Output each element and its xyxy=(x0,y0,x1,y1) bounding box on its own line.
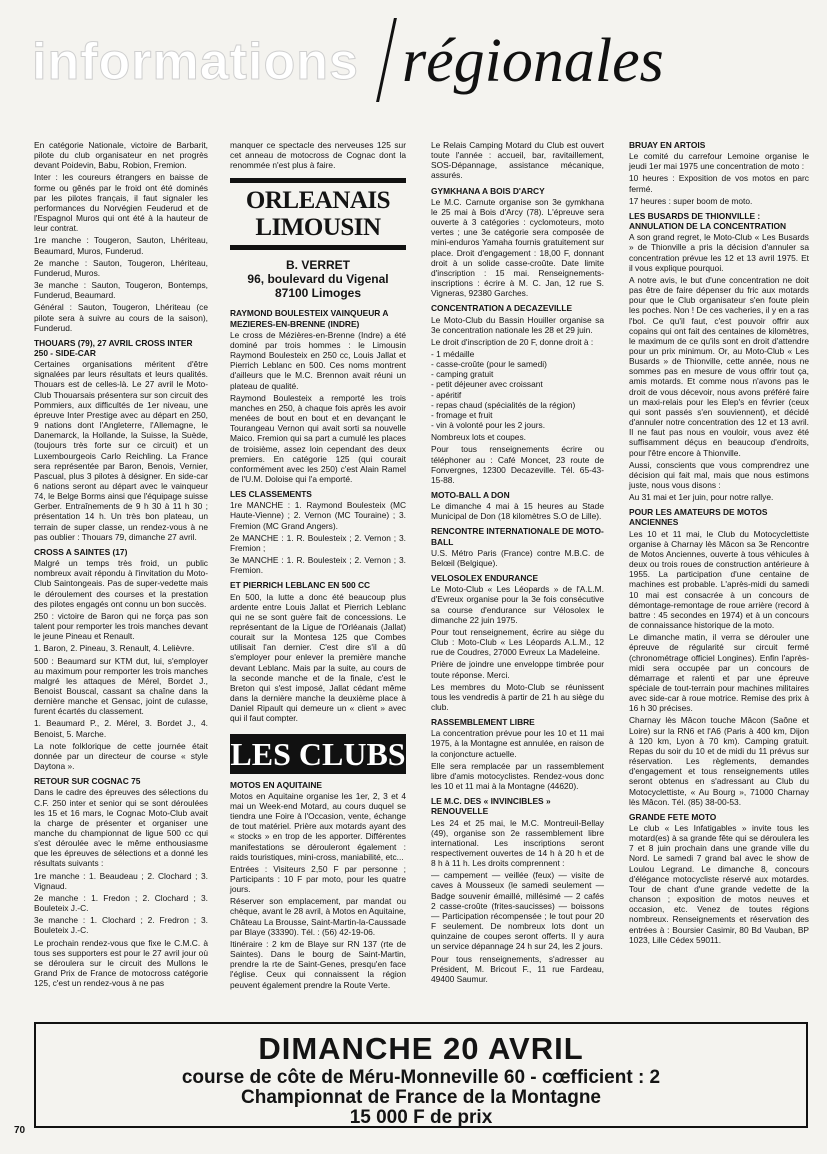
event-banner xyxy=(34,1022,808,1128)
paragraph: Charnay lès Mâcon touche Mâcon (Saône et Loire) sur la RN6 et l'A6 (Paris à 400 km, Dijon à 120 km, Lyon à 70 km). Camping gratuit. Repas du soir du 10 et de midi du 11 prévus sur réservation. Les règlements, demandes d'engagement et tous renseignements utiles seront obtenus en s'adressant au Club du Motocyclettiste, « Au Bourg », 71000 Charnay lès Mâcon. Tél. (85) 38-00-53. xyxy=(629,715,809,807)
paragraph: Les 24 et 25 mai, le M.C. Montreuil-Bellay (49), organise son 2e rassemblement libre international. Les inscriptions seront respectivement ouvertes de 14 h à 20 h et de 8 h à 11 h. Les droits comprennent : xyxy=(431,817,604,869)
paragraph: Les 10 et 11 mai, le Club du Motocyclettiste organise à Charnay lès Mâcon sa 3e Rencontre de Motos Anciennes, ouverte à tous véhicules à deux ou trois roues de construction antérieure à 1955. La participation d'une centaine de machines est probable. L'après-midi du samedi 10 mai est consacrée à un concours de démontage-remontage de roue arrière (record à battre : 45 secondes en 1974) et à un concours de connaissance historique de la moto. xyxy=(629,528,809,631)
article-heading: RETOUR SUR COGNAC 75 xyxy=(34,776,141,787)
paragraph: 1re manche : Tougeron, Sauton, Lhériteau, Beaumard, Muros, Funderud. xyxy=(34,235,208,256)
paragraph: 17 heures : super boom de moto. xyxy=(629,195,753,206)
article-heading: LES CLASSEMENTS xyxy=(230,489,312,500)
paragraph: Pour tout renseignement, écrire au siège du Club : Moto-Club « Les Léopards A.L.M., 12 rue de Coudres, 27000 Evreux La Madeleine. xyxy=(431,626,604,658)
paragraph: 2e manche : 1. Fredon ; 2. Clochard ; 3. Bouleteix J.-C. xyxy=(34,892,208,914)
paragraph: 10 heures : Exposition de vos motos en parc fermé. xyxy=(629,173,809,194)
paragraph: En catégorie Nationale, victoire de Barbarit, pilote du club organisateur en net progrès devant Poidevin, Babu, Robion, Fremion. xyxy=(34,140,208,171)
paragraph: Malgré un temps très froid, un public nombreux avait répondu à l'invitation du Moto-Club Saintongeais. Pas de super-vedette mais le déroulement des courses et la prestation des pilotes engagés ont connu un bon succès. xyxy=(34,558,208,609)
correspondent-address xyxy=(230,258,406,300)
page-number: 70 xyxy=(14,1125,26,1136)
paragraph: Réserver son emplacement, par mandat ou chèque, avant le 28 avril, à Motos en Aquitaine, Château La Brousse, Saint-Martin-la-Caussade par Blaye (33390). Tél. : (56) 42-19-06. xyxy=(230,896,406,937)
column-2 xyxy=(230,140,406,992)
paragraph: Général : Sauton, Tougeron, Lhériteau (ce pilote sera à suivre au cours de la saison), Funderud. xyxy=(34,302,208,333)
paragraph: Le M.C. Carnute organise son 3e gymkhana le 25 mai à Bois d'Arcy (78). L'épreuve sera ouverte à 3 catégories : cyclomoteurs, moto vertes ; une 3e catégorie sera composée de mini-enduros Yamaha fournis gratuitement sur place. Droit d'engagement : 18,00 F, donnant droit à un solide casse-croûte. Date limite d'inscription : 15 mai. Renseignements-inscriptions : écrire à M. C. Jan, 12 rue S. Vigneras, 92380 Garches. xyxy=(431,196,604,299)
paragraph: Inter : les coureurs étrangers en baisse de forme ou gênés par le froid ont été dominés par les pilotes français, il faut signaler les performances du Norvégien Feuderud et de l'Espagnol Muros qui ont été à la hauteur de leur contrat. xyxy=(34,172,208,234)
address-line: 87100 Limoges xyxy=(274,286,362,301)
paragraph: Au 31 mai et 1er juin, pour notre rallye. xyxy=(629,492,774,503)
paragraph: Le club « Les Infatigables » invite tous les motard(es) à sa grande fête qui se déroulera les 7 et 8 juin prochain dans une grande ville du Nord. Le samedi 7 grand bal avec le show de Loulou Legrand. Le dimanche 8, concours d'élégance motocycliste réservé aux motardes. Tour de chant d'une grande vedette de la chanson ; exposition de motos neuves et occasion, etc. Venez de toutes régions nombreux. Renseignements et réservation des entrées à : Boursier Casimir, 80 Bd Vauban, BP 1023, Lille Cédex 59011. xyxy=(629,823,809,945)
paragraph: 1re manche : 1. Beaudeau ; 2. Clochard ; 3. Vignaud. xyxy=(34,870,208,891)
header-title: régionales xyxy=(402,27,664,95)
article-heading: THOUARS (79), 27 AVRIL CROSS INTER 250 - SIDE-CAR xyxy=(34,337,193,358)
paragraph: 3e MANCHE : 1. R. Boulesteix ; 2. Vernon ; 3. Fremion. xyxy=(230,555,406,576)
paragraph: Pour tous renseignements, s'adresser au Président, M. Bricout F., 11 rue Fardeau, 49400 Saumur. xyxy=(431,953,604,984)
paragraph: Certaines organisations méritent d'être signalées par leurs résultats et leurs qualités. Thouars est de celles-là. Le 27 avril le Moto-Club Thouarsais présentera sur son circuit des Pommiers, aux difficultés de 1er niveau, une épreuve Inter Prestige avec au départ en 250, 9 nations dont l'Angleterre, l'Allemagne, le Danemarck, la Hollande, la Suisse, la Suède, (toujours très forte sur ce circuit) et un Luxembourgeois Carlo Reichling. La France sera représentée par Baron, Benois, Vernier, Pascual, plus 3 pilotes à désigner. En side-car 6 nations seront au départ avec le vainqueur 74, le Belge Borms ainsi que l'équipage suisse Gerber. Entraînements de 9 h 30 à 11 h 30 ; présentation 14 h. Un très bon plateau, un terrain de super classe, un rendez-vous à ne pas oublier : Thouars 79, dimanche 27 avril. xyxy=(34,359,208,542)
address-line: 96, boulevard du Vigenal xyxy=(247,272,389,287)
article-heading: ET PIERRICH LEBLANC EN 500 CC xyxy=(230,580,371,591)
paragraph: Le cross de Mézières-en-Brenne (Indre) a été dominé par trois hommes : le Limousin Raymond Boulesteix en 250 cc, Louis Jallat et Pierrich Leblanc en 500. Ces noms montrent d'ailleurs que le M.C. Brennon avait réuni un plateau de qualité. xyxy=(230,329,406,391)
paragraph: Le Moto-Club « Les Léopards » de l'A.L.M. d'Evreux organise pour la 3e fois consécutive sa course d'endurance sur Vélosolex le dimanche 22 juin 1975. xyxy=(431,584,604,625)
article-heading: LE M.C. DES « INVINCIBLES » RENOUVELLE xyxy=(431,796,551,817)
paragraph: Pour tous renseignements écrire ou téléphoner au : Café Moncet, 23 route de Fonvergnes, 12300 Decazeville. Tél. 65-43-15-88. xyxy=(431,444,604,485)
article-heading: BRUAY EN ARTOIS xyxy=(629,140,706,150)
column-1 xyxy=(34,140,208,990)
paragraph: Raymond Boulesteix a remporté les trois manches en 250, à chaque fois après les avoir menées de bout en bout et en devançant le Tourangeau Vernon qui avait sorti sa nouvelle Maico. Fremion qui sa part a cumulé les places de troisième, assez loin cependant des deux premiers. En catégorie 125 (qui courait conformément avec les 250) c'est Alain Ramel de l'U.M. Doloise qui l'a emporté. xyxy=(230,392,406,484)
paragraph: Le comité du carrefour Lemoine organise le jeudi 1er mai 1975 une concentration de moto : xyxy=(629,151,809,172)
paragraph: 3e manche : Sauton, Tougeron, Bontemps, Funderud, Beaumard. xyxy=(34,280,208,301)
header-ghost-text: informations xyxy=(32,33,359,91)
article-heading: VELOSOLEX ENDURANCE xyxy=(431,573,539,584)
paragraph: Itinéraire : 2 km de Blaye sur RN 137 (rte de Saintes). Dans le bourg de Saint-Martin, prendre la rte de Saint-Genes, presqu'en face l'église. Ceux qui connaissent la région peuvent également prendre la Route Verte. xyxy=(230,938,406,990)
paragraph: Le dimanche 4 mai à 15 heures au Stade Municipal de Don (18 kilomètres S.O de Lille). xyxy=(431,501,604,522)
clubs-section-title: LES CLUBS xyxy=(230,735,406,772)
article-heading: RASSEMBLEMENT LIBRE xyxy=(431,717,535,728)
paragraph: 1. Baron, 2. Pineau, 3. Renault, 4. Lelièvre. xyxy=(34,643,195,654)
paragraph: La concentration prévue pour les 10 et 11 mai 1975, à la Montagne est annulée, en raison de la conjoncture actuelle. xyxy=(431,728,604,759)
article-heading: MOTOS EN AQUITAINE xyxy=(230,779,322,790)
paragraph: A notre avis, le but d'une concentration ne doit pas être de faire dépenser du fric aux motards pour que le Club organisateur s'en foute plein les poches. Non ! De ces vacheries, il y en a ras l'bol. Ce qu'il faut, c'est pouvoir offrir aux copains qui ont fait des centaines de kilomètres, le maximum de ce qu'ils sont en droit d'attendre pour un prix minimum. Or, au Moto-Club « Les Busards » de Thionville, cette année, nous ne sommes pas en mesure de vous offrir tout ça, amis motards. Et comme nous n'avons pas le droit de vous décevoir, nous avons préféré faire un maxi-relais pour les Elep's en février (ceux qui sont passés s'en souviennent), et décidé d'annuler notre concentration des 12 et 13 avril. Il ne faut pas nous en vouloir, vous avez été suffisamment déçus en beaucoup d'endroits, pour l'être encore à Thionville. xyxy=(629,274,809,458)
paragraph: 500 : Beaumard sur KTM dut, lui, s'employer au maximum pour remporter les trois manches malgré les attaques de Mérel, Bordet J., Benoist Bouscal, cassant sa chaîne dans la dernière manche et Gensac, joint de culasse, furent écartés du classement. xyxy=(34,655,208,717)
section-header xyxy=(30,10,810,130)
header-slash xyxy=(376,18,397,102)
paragraph: Le dimanche matin, il verra se dérouler une épreuve de régularité sur circuit fermé (chronométrage officiel Longines). Enfin l'après-midi sera occupée par un concours de démarrage et ralenti et par une épreuve spéciale de tout-terrain pour machines militaires avec side-car à roue motrice. Remise des prix à 16 h 30 précises. xyxy=(629,632,809,714)
article-heading: GYMKHANA A BOIS D'ARCY xyxy=(431,185,545,196)
paragraph: 2e manche : Sauton, Tougeron, Lhériteau, Funderud, Muros. xyxy=(34,257,208,278)
paragraph: 1re MANCHE : 1. Raymond Boulesteix (MC Haute-Vienne) ; 2. Vernon (MC Touraine) ; 3. Fremion (MC Grand Angers). xyxy=(230,500,406,531)
paragraph: — campement — veillée (feux) — visite de caves à Mousseux (le samedi seulement — Badge souvenir émaillé, millésimé — 2 cafés 2 casse-croûte (frites-saucisses) — boissons — Participation récompensée ; le tout pour 20 F seulement. De nombreux lots dont un quinzaine de coupes seront offerts. Il y aura un service dépannage 24 h sur 24, les 2 jours. xyxy=(431,870,604,952)
list: - 1 médaille - casse-croûte (pour le samedi) - camping gratuit - petit déjeuner avec croissant - apéritif - repas chaud (spécialités de la région) - fromage et fruit - vin à volonté pour les 2 jours. xyxy=(431,348,576,431)
article-heading: RAYMOND BOULESTEIX VAINQUEUR A MEZIERES-EN-BRENNE (INDRE) xyxy=(230,308,389,329)
region-title: ORLEANAIS LIMOUSIN xyxy=(230,178,406,250)
article-heading: RENCONTRE INTERNATIONALE DE MOTO-BALL xyxy=(431,526,604,547)
paragraph: Les membres du Moto-Club se réunissent tous les vendredis à partir de 21 h au siège du club. xyxy=(431,681,604,712)
paragraph: Le Moto-Club du Bassin Houiller organise sa 3e concentration nationale les 28 et 29 juin. xyxy=(431,314,604,335)
address-line: B. VERRET xyxy=(285,258,350,273)
column-3 xyxy=(431,140,604,986)
article-heading: GRANDE FETE MOTO xyxy=(629,811,717,822)
paragraph: manquer ce spectacle des nerveuses 125 sur cet anneau de motocross de Cognac dont la renommée n'est plus à faire. xyxy=(230,140,406,171)
paragraph: U.S. Métro Paris (France) contre M.B.C. de Belœil (Belgique). xyxy=(431,547,604,568)
article-heading: MOTO-BALL A DON xyxy=(431,490,510,500)
paragraph: La note folklorique de cette journée était donnée par un directeur de course « style Daytona ». xyxy=(34,740,208,772)
paragraph: A son grand regret, le Moto-Club « Les Busards » de Thionville a pris la décision d'annuler sa concentration prévue les 12 et 13 avril 1975. Et il vous explique pourquoi. xyxy=(629,232,809,273)
paragraph: Entrées : Visiteurs 2,50 F par personne ; Participants : 10 F par moto, pour les quatre jours. xyxy=(230,863,406,895)
article-heading: LES BUSARDS DE THIONVILLE : ANNULATION DE LA CONCENTRATION xyxy=(629,210,787,232)
banner-date: DIMANCHE 20 AVRIL xyxy=(258,1031,584,1066)
article-heading: CONCENTRATION A DECAZEVILLE xyxy=(431,303,573,314)
paragraph: Prière de joindre une enveloppe timbrée pour toute réponse. Merci. xyxy=(431,659,604,680)
paragraph: 3e manche : 1. Clochard ; 2. Fredron ; 3. Bouleteix J.-C. xyxy=(34,915,208,936)
paragraph: 2e MANCHE : 1. R. Boulesteix ; 2. Vernon ; 3. Fremion ; xyxy=(230,532,406,553)
banner-prize: 15 000 F de prix xyxy=(349,1107,493,1128)
paragraph: Nombreux lots et coupes. xyxy=(431,432,526,443)
banner-championship: Championnat de France de la Montagne xyxy=(241,1087,601,1108)
paragraph: Le Relais Camping Motard du Club est ouvert toute l'année : accueil, bar, ravitaillement, SOS-Dépannage, assistance mécanique, assurés. xyxy=(431,140,604,181)
article-heading: POUR LES AMATEURS DE MOTOS ANCIENNES xyxy=(629,507,768,528)
paragraph: Le prochain rendez-vous que fixe le C.M.C. à tous ses supporters est pour le 27 avril jour où se déroulera sur le circuit des Mullons le Grand Prix de France de motocross catégorie 125, c'est un rendez-vous à ne pas xyxy=(34,937,208,989)
paragraph: 1. Beaumard P., 2. Mérel, 3. Bordet J., 4. Benoist, 5. Marche. xyxy=(34,718,208,739)
column-4 xyxy=(629,140,809,947)
paragraph: Le droit d'inscription de 20 F, donne droit à : xyxy=(431,336,594,347)
article-heading: CROSS A SAINTES (17) xyxy=(34,546,128,557)
paragraph: En 500, la lutte a donc été beaucoup plus ardente entre Louis Jallat et Pierrich Leblanc qui ne se sont guère fait de concessions. Le représentant de la Ligue de l'Orléanais (Jallat) courait sur la Montesa 125 que Combes utilisait l'an dernier. C'est dire s'il a dû s'employer pour enlever la première manche devant Leblanc. Mais par la suite, au cours de la seconde manche et de la finale, c'est le Breton qui s'est imposé, Jallat cédant même dans la dernière manche la deuxième place à Daniel Ripault qui demeure un « client » avec qui il faut compter. xyxy=(230,591,406,724)
paragraph: Motos en Aquitaine organise les 1er, 2, 3 et 4 mai un Week-end Motard, au cours duquel se tiendra une Foire à l'Occasion, vente, échange de tout matériel. Prière aux motards ayant des « stocks » en trop de les apporter. Différentes manifestations se dérouleront également : raids touristiques, mini-cross, maniabilité, etc... xyxy=(230,790,406,862)
paragraph: Dans le cadre des épreuves des sélections du C.F. 250 inter et senior qui se sont déroulées les 15 et 16 mars, le Cognac Moto-Club avait la charge de présenter et organiser une manche du championnat de ligue 500 cc qui s'est déroulée avec le même enthousiasme que les épreuves de sélections et a donné les résultats suivants : xyxy=(34,787,208,869)
paragraph: Elle sera remplacée par un rassemblement libre d'amis motocyclistes. Rendez-vous donc les 10 et 11 mai à la Montagne (44620). xyxy=(431,760,604,792)
paragraph: 250 : victoire de Baron qui ne força pas son talent pour remporter les trois manches devant le jeune Pineau et Renault. xyxy=(34,610,208,642)
banner-event: course de côte de Méru-Monneville 60 - cœfficient : 2 xyxy=(181,1067,661,1088)
paragraph: Aussi, conscients que vous comprendrez une décision qui fait mal, mais que nous estimons juste, nous vous disons : xyxy=(629,459,809,490)
